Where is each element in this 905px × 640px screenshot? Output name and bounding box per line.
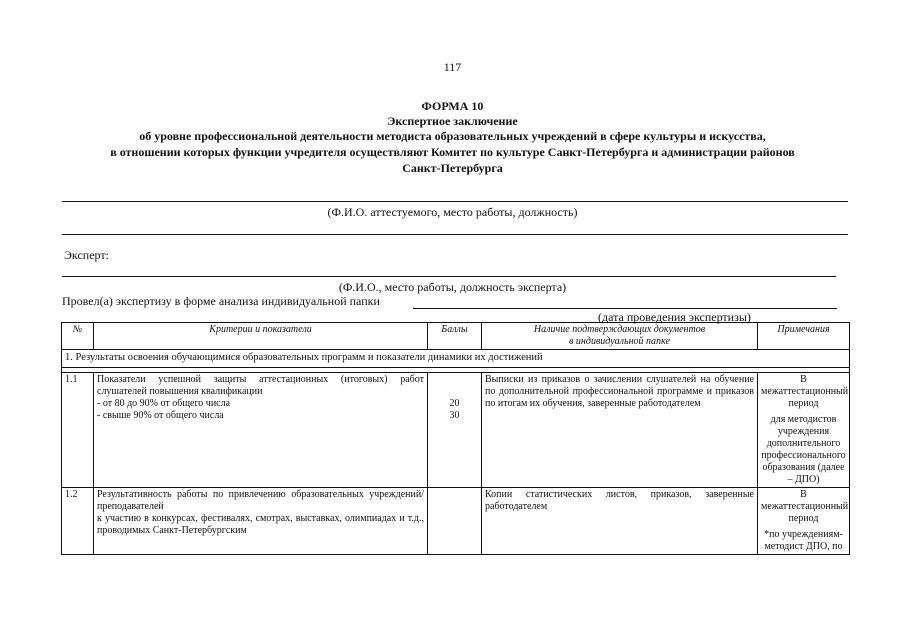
page-number: 117 [443,60,462,74]
row-1-documents: Выписки из приказов о зачислении слушателей на обучение по дополнительной профессиональной программе и приказов по итогам их обучения, заверенные работодателем [482,373,758,488]
row-2-notes-extra: *по учреждениям-методист ДПО, по [764,529,843,552]
row-1-notes-period: В межаттестационный период [761,374,849,409]
row-2-documents: Копии статистических листов, приказов, заверенные работодателем [482,488,758,555]
row-2-notes-period: В межаттестационный период [761,489,849,524]
header-num: № [62,323,94,350]
row-1-criteria: Показатели успешной защиты аттестационных (итоговых) работ слушателей повышения квалификации - от 80 до 90% от общего числа - свыше 90% от общего числа [94,373,428,488]
attestee-fill-line-2 [62,234,848,235]
table-row [62,373,850,488]
expert-label: Эксперт: [64,248,109,262]
row-2-notes [758,488,850,555]
criteria-table [61,322,850,555]
form-title: ФОРМА 10 [421,99,484,113]
row-1-notes-extra: для методистов учреждения дополнительного профессионального образования (далее – ДПО) [761,414,846,485]
table-header-row [62,323,850,350]
conducted-text: Провел(а) экспертизу в форме анализа индивидуальной папки [62,294,380,308]
date-caption: (дата проведения экспертизы) [598,310,751,324]
attestee-fill-line [62,201,848,202]
table-row [62,488,850,555]
header-notes: Примечания [758,323,850,350]
row-2-points [428,488,482,555]
conducted-fill-line [413,308,837,309]
document-subtitle: Экспертное заключение [387,114,518,128]
row-2-num: 1.2 [62,488,94,555]
header-points: Баллы [428,323,482,350]
header-criteria: Критерии и показатели [94,323,428,350]
expert-caption: (Ф.И.О., место работы, должность эксперта) [338,280,567,294]
section-row [62,350,850,368]
row-1-points: 20 30 [428,373,482,488]
attestee-caption: (Ф.И.О. аттестуемого, место работы, должность) [327,205,578,219]
row-1-notes [758,373,850,488]
row-2-criteria: Результативность работы по привлечению образовательных учреждений/преподавателей к участию в конкурсах, фестивалях, смотрах, выставках, олимпиадах и т.д., проводимых Санкт-Петербургским [94,488,428,555]
heading-line-1: об уровне профессиональной деятельности методиста образовательных учреждений в сфере культуры и искусства, [139,129,766,143]
row-1-num: 1.1 [62,373,94,488]
heading-line-2: в отношении которых функции учредителя осуществляют Комитет по культуре Санкт-Петербурга и администрации районов [110,145,795,159]
expert-fill-line [62,276,836,277]
header-documents: Наличие подтверждающих документов в индивидуальной папке [482,323,758,350]
section-1-title: 1. Результаты освоения обучающимися образовательных программ и показатели динамики их достижений [62,350,850,368]
heading-line-3: Санкт-Петербурга [402,161,503,175]
